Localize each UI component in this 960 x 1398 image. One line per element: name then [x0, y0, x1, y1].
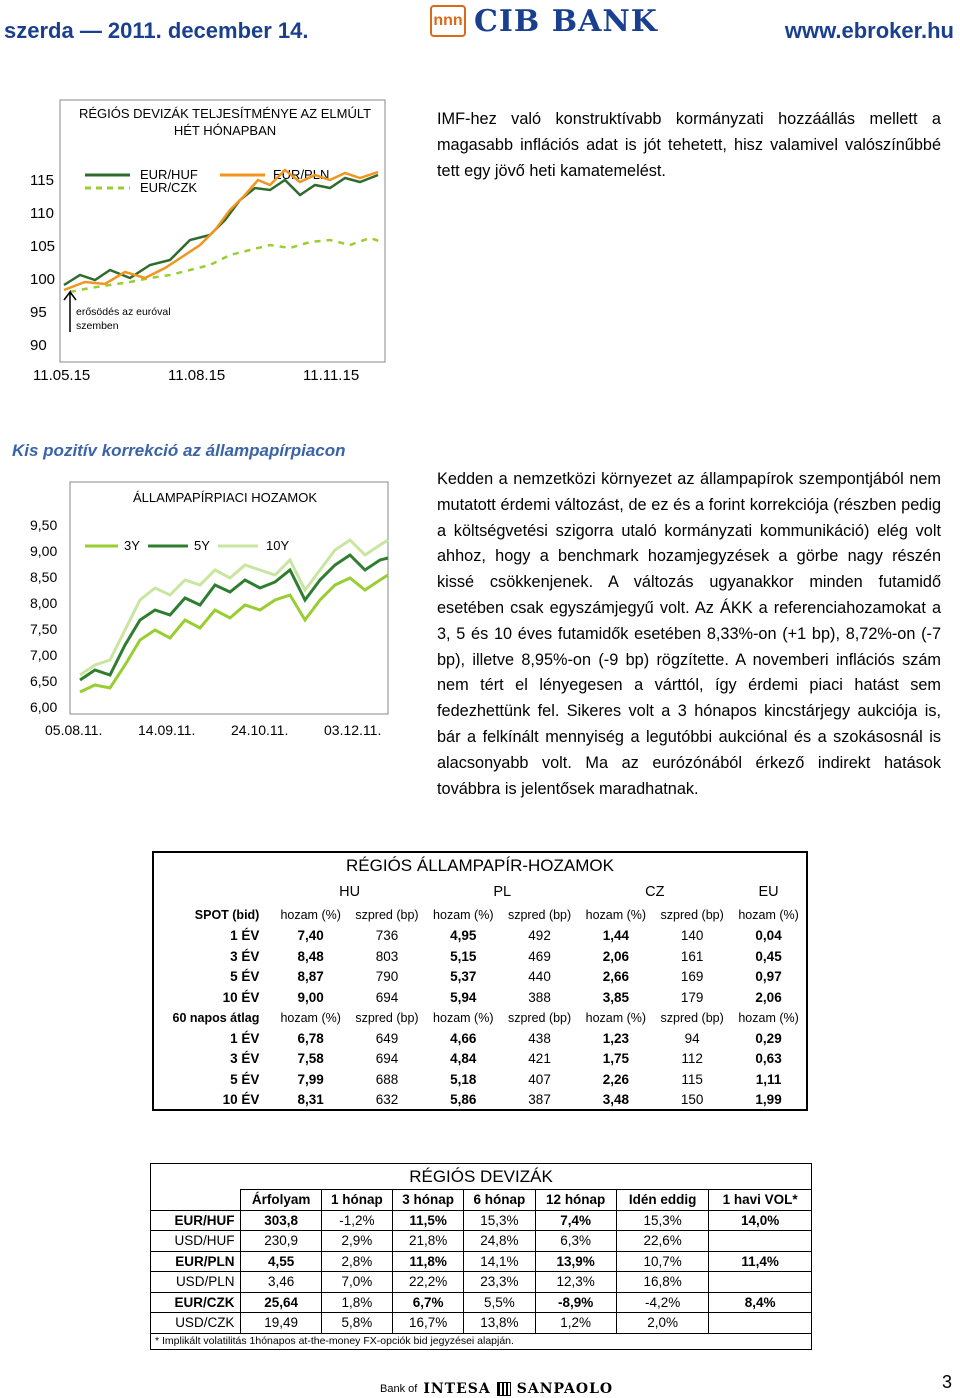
yield-cell: 2,66 [602, 969, 629, 985]
currency-cell: 8,4% [709, 1292, 812, 1313]
yield-cell: 3,85 [602, 989, 629, 1005]
yield-cell: 2,06 [602, 948, 629, 964]
yield-cell: 1,23 [602, 1030, 629, 1046]
yield-cell: 632 [375, 1091, 399, 1107]
yield-row-label: 5 ÉV [230, 1071, 260, 1087]
cib-bank-logo [430, 4, 658, 38]
yield-cell: 7,99 [297, 1071, 324, 1087]
currency-cell: 13,9% [535, 1251, 616, 1272]
yield-cell: 469 [528, 948, 551, 964]
currency-table-row [151, 1292, 812, 1313]
yield-subheader: szpred (bp) [660, 1010, 724, 1025]
yield-cell: 7,58 [297, 1051, 324, 1067]
yield-subheader: hozam (%) [585, 908, 647, 923]
country-header-cz: CZ [645, 884, 665, 900]
yield-subheader: hozam (%) [280, 908, 341, 923]
footer-sanpaolo: SANPAOLO [516, 1381, 614, 1397]
page-number: 3 [941, 1372, 952, 1392]
yield-cell: 5,18 [450, 1071, 477, 1087]
yield-cell: 4,95 [450, 928, 477, 944]
page-header [0, 0, 960, 68]
fx-y-tick-label: 95 [30, 304, 47, 321]
currency-cell: -4,2% [616, 1292, 708, 1313]
yield-cell: 179 [680, 989, 704, 1005]
regional-bond-yield-table [152, 851, 808, 1111]
yield-subheader: hozam (%) [433, 908, 494, 923]
yield-y-tick-label: 6,00 [30, 699, 58, 715]
currency-cell: 7,0% [321, 1272, 392, 1293]
yield-subheader: szpred (bp) [507, 1010, 572, 1025]
yield-cell: 649 [375, 1030, 399, 1046]
legend-10y-label: 10Y [266, 538, 290, 553]
fx-legend [85, 167, 329, 195]
yield-row-label: 3 ÉV [230, 948, 260, 964]
currency-cell: 303,8 [241, 1210, 321, 1231]
currency-cell: 13,8% [464, 1313, 535, 1334]
series-3y [80, 575, 388, 692]
currency-column-header: 1 havi VOL* [709, 1190, 812, 1211]
currency-cell: 19,49 [241, 1313, 321, 1334]
currency-cell: 12,3% [535, 1272, 616, 1293]
yield-cell: 492 [528, 928, 551, 944]
yield-table-row [153, 926, 807, 947]
yield-cell: 3,48 [602, 1091, 629, 1107]
currency-cell: 25,64 [241, 1292, 321, 1313]
legend-czk-label: EUR/CZK [140, 180, 198, 195]
currency-column-header: 3 hónap [393, 1190, 464, 1211]
yield-cell: 140 [680, 928, 704, 944]
currency-column-header: 12 hónap [535, 1190, 616, 1211]
yield-cell: 9,00 [297, 989, 324, 1005]
fx-y-tick-label: 90 [30, 337, 47, 354]
currency-cell: 6,7% [393, 1292, 464, 1313]
fx-y-tick-label: 105 [30, 238, 56, 255]
currency-table-row [151, 1251, 812, 1272]
currency-pair-label: EUR/CZK [151, 1292, 241, 1313]
yield-y-tick-label: 6,50 [30, 673, 58, 689]
yield-cell: 4,66 [450, 1030, 477, 1046]
yield-cell: 7,40 [297, 928, 324, 944]
commentary-paragraph-1: IMF-hez való konstruktívabb kormányzati hozzáállás mellett a magasabb inflációs adat is jót tehetett, hisz valamivel valószínűbbé tett egy jövő heti kamatemelést. [437, 110, 941, 180]
arrow-up-icon [64, 292, 76, 332]
currency-table-row [151, 1313, 812, 1334]
fx-chart-annotation: erősödés az euróval szemben [76, 306, 171, 332]
currency-cell: 6,3% [535, 1231, 616, 1252]
section-heading: Kis pozitív korrekció az állampapírpiacon [12, 441, 346, 460]
yield-table-corner [153, 879, 273, 905]
currency-table-row [151, 1272, 812, 1293]
yield-table-row [153, 1049, 807, 1070]
yield-cell: 94 [684, 1030, 700, 1046]
yield-cell: 5,37 [450, 969, 477, 985]
series-eur-huf [64, 175, 378, 285]
currency-cell: 3,46 [241, 1272, 321, 1293]
yield-table-row [153, 1090, 807, 1111]
yield-legend [85, 538, 289, 553]
currency-cell: 2,0% [616, 1313, 708, 1334]
yield-subheader: hozam (%) [280, 1010, 341, 1025]
yield-cell: 694 [375, 989, 399, 1005]
footer-bank-of: Bank of [380, 1383, 418, 1395]
yield-cell: 6,78 [297, 1030, 324, 1046]
yield-row-label: 3 ÉV [230, 1051, 260, 1067]
yield-cell: 0,04 [755, 928, 782, 944]
currency-cell: 16,7% [393, 1313, 464, 1334]
yield-row-label: 1 ÉV [230, 1030, 260, 1046]
yield-chart-frame [70, 482, 388, 714]
currency-cell [709, 1313, 812, 1334]
yield-x-tick-label: 14.09.11. [138, 722, 196, 738]
yield-chart-svg [0, 470, 400, 760]
currency-cell: 4,55 [241, 1251, 321, 1272]
currency-cell: 10,7% [616, 1251, 708, 1272]
yield-cell: 0,45 [755, 948, 782, 964]
currency-table-footnote: * Implikált volatilitás 1hónapos at-the-money FX-opciók bid jegyzései alapján. [151, 1333, 812, 1349]
yield-cell: 5,86 [450, 1091, 477, 1107]
yield-cell: 803 [375, 948, 399, 964]
currency-cell: 15,3% [464, 1210, 535, 1231]
header-website-link[interactable]: www.ebroker.hu [784, 18, 954, 43]
yield-table-row [153, 946, 807, 967]
cib-logo-icon: nnn [430, 5, 466, 37]
regional-currency-table [150, 1163, 812, 1350]
yield-cell: 115 [681, 1071, 703, 1087]
currency-cell: 7,4% [535, 1210, 616, 1231]
currency-cell: 11,5% [393, 1210, 464, 1231]
legend-5y-label: 5Y [194, 538, 210, 553]
yield-cell: 2,26 [602, 1071, 629, 1087]
yield-y-tick-label: 8,50 [30, 569, 58, 585]
yield-section-label: SPOT (bid) [194, 908, 260, 923]
yield-cell: 2,06 [755, 989, 782, 1005]
fx-chart-svg [0, 70, 400, 390]
currency-cell: 11,4% [709, 1251, 812, 1272]
yield-cell: 1,99 [755, 1091, 782, 1107]
yield-cell: 112 [681, 1051, 703, 1067]
yield-cell: 421 [528, 1051, 551, 1067]
yield-row-label: 10 ÉV [222, 1091, 260, 1107]
yield-x-tick-label: 05.08.11. [45, 722, 103, 738]
currency-cell: 5,8% [321, 1313, 392, 1334]
yield-cell: 0,97 [755, 969, 782, 985]
currency-column-header: Idén eddig [616, 1190, 708, 1211]
yield-table-row [153, 987, 807, 1008]
yield-cell: 150 [680, 1091, 704, 1107]
yield-table-title: RÉGIÓS ÁLLAMPAPÍR-HOZAMOK [346, 856, 614, 875]
header-date: szerda — 2011. december 14. [4, 18, 309, 43]
yield-cell: 694 [375, 1051, 399, 1067]
currency-cell: 5,5% [464, 1292, 535, 1313]
currency-pair-label: USD/CZK [151, 1313, 241, 1334]
currency-cell: -8,9% [535, 1292, 616, 1313]
yield-subheader: hozam (%) [738, 908, 799, 923]
currency-table-row [151, 1231, 812, 1252]
currency-column-header: Árfolyam [241, 1190, 321, 1211]
currency-column-header: 6 hónap [464, 1190, 535, 1211]
fx-x-tick-label: 11.08.15 [168, 367, 226, 384]
currency-cell: 21,8% [393, 1231, 464, 1252]
currency-cell: 2,8% [321, 1251, 392, 1272]
yield-table-row [153, 1028, 807, 1049]
yield-y-tick-label: 9,50 [30, 517, 58, 533]
yield-y-tick-label: 9,00 [30, 543, 58, 559]
currency-cell [709, 1272, 812, 1293]
currency-cell: 22,6% [616, 1231, 708, 1252]
legend-3y-label: 3Y [124, 538, 140, 553]
yield-cell: 736 [375, 928, 399, 944]
cib-logo-text: CIB BANK [474, 3, 658, 39]
currency-cell: 1,2% [535, 1313, 616, 1334]
yield-subheader: szpred (bp) [507, 908, 572, 923]
yield-cell: 1,75 [602, 1051, 629, 1067]
yield-chart-title: ÁLLAMPAPÍRPIACI HOZAMOK [133, 490, 317, 505]
fx-y-tick-label: 100 [30, 271, 56, 288]
fx-chart-title: RÉGIÓS DEVIZÁK TELJESÍTMÉNYE AZ ELMÚLT HÉT HÓNAPBAN [78, 106, 372, 138]
legend-pln-label: EUR/PLN [273, 167, 330, 182]
fx-y-tick-label: 110 [30, 205, 54, 222]
yield-y-tick-label: 8,00 [30, 595, 58, 611]
yield-cell: 8,48 [297, 948, 324, 964]
fx-x-tick-label: 11.11.15 [303, 367, 360, 384]
yield-cell: 5,94 [450, 989, 477, 1005]
currency-cell: 14,1% [464, 1251, 535, 1272]
yield-cell: 161 [680, 948, 704, 964]
yield-subheader: hozam (%) [585, 1010, 647, 1025]
yield-row-label: 1 ÉV [230, 928, 260, 944]
yield-cell: 440 [528, 969, 551, 985]
yield-cell: 1,11 [755, 1071, 782, 1087]
currency-cell: 230,9 [241, 1231, 321, 1252]
currency-cell: 16,8% [616, 1272, 708, 1293]
commentary-paragraph-2: Kedden a nemzetközi környezet az állampapírok szempontjából nem mutatott érdemi változást, de ez és a forint korrekciója (részben pedig a költségvetési szigorra utaló kormányzati kommunikáció) elég volt ahhoz, hogy a benchmark hozamjegyzések a görbe nagy részén kissé csökkenjenek. A változás ugyanakkor minden futamidő esetében csak egyszámjegyű volt. Az ÁKK a referenciahozamokat a 3, 5 és 10 éves futamidők esetében 8,33%-on (+1 bp), 8,72%-on (-7 bp), illetve 8,95%-on (-9 bp) rögzítette. A novemberi inflációs szám nem tért el lényegesen a várttól, így érdemi piaci hatást sem fedezhettünk fel. Sikeres volt a 3 hónapos kincstárjegy aukciója is, bár a felkínált mennyiség a legutóbbi aukciónal és a szokásosnál is alacsonyabb volt. Ma az eurózónából érkező indirekt hatások továbbra is jelentősek maradhatnak. [437, 470, 941, 798]
country-header-hu: HU [339, 884, 361, 900]
yield-cell: 169 [680, 969, 704, 985]
yield-cell: 8,31 [297, 1091, 324, 1107]
series-eur-czk [70, 238, 382, 292]
yield-y-tick-label: 7,00 [30, 647, 58, 663]
currency-cell: 24,8% [464, 1231, 535, 1252]
legend-huf-label: EUR/HUF [140, 167, 198, 182]
yield-cell: 790 [375, 969, 399, 985]
yield-cell: 407 [528, 1071, 551, 1087]
currency-column-header: 1 hónap [321, 1190, 392, 1211]
currency-cell: 2,9% [321, 1231, 392, 1252]
fx-y-tick-label: 115 [30, 172, 54, 189]
yield-subheader: hozam (%) [433, 1010, 494, 1025]
yield-cell: 5,15 [450, 948, 477, 964]
yield-table-row [153, 967, 807, 988]
yield-row-label: 10 ÉV [222, 989, 260, 1005]
yield-subheader: szpred (bp) [355, 1010, 419, 1025]
yield-cell: 0,63 [755, 1051, 782, 1067]
yield-section-label: 60 napos átlag [172, 1010, 260, 1025]
currency-table-title: RÉGIÓS DEVIZÁK [409, 1166, 553, 1186]
currency-cell: 15,3% [616, 1210, 708, 1231]
footer-logo [380, 1381, 613, 1397]
yield-cell: 438 [528, 1030, 551, 1046]
country-header-pl: PL [493, 884, 512, 900]
yield-subheader: szpred (bp) [355, 908, 419, 923]
country-header-eu: EU [758, 884, 779, 900]
currency-cell [709, 1231, 812, 1252]
currency-pair-label: USD/PLN [151, 1272, 241, 1293]
sanpaolo-icon [497, 1382, 511, 1396]
yield-subheader: szpred (bp) [660, 908, 724, 923]
currency-cell: 14,0% [709, 1210, 812, 1231]
currency-cell: 11,8% [393, 1251, 464, 1272]
yield-y-tick-label: 7,50 [30, 621, 58, 637]
yield-cell: 8,87 [297, 969, 324, 985]
currency-pair-label: EUR/HUF [151, 1210, 241, 1231]
currency-table-row [151, 1210, 812, 1231]
fx-x-tick-label: 11.05.15 [33, 367, 91, 384]
yield-subheader: hozam (%) [738, 1010, 799, 1025]
currency-cell: 23,3% [464, 1272, 535, 1293]
currency-cell: 22,2% [393, 1272, 464, 1293]
yield-table-row [153, 1069, 807, 1090]
yield-cell: 1,44 [602, 928, 629, 944]
currency-cell: -1,2% [321, 1210, 392, 1231]
footer-intesa: INTESA [423, 1381, 491, 1397]
yield-x-tick-label: 24.10.11. [231, 722, 289, 738]
yield-cell: 388 [528, 989, 551, 1005]
yield-row-label: 5 ÉV [230, 969, 260, 985]
yield-cell: 4,84 [450, 1051, 477, 1067]
yield-x-tick-label: 03.12.11. [324, 722, 382, 738]
currency-pair-label: EUR/PLN [151, 1251, 241, 1272]
currency-table-corner [151, 1190, 241, 1211]
yield-cell: 387 [528, 1091, 551, 1107]
currency-pair-label: USD/HUF [151, 1231, 241, 1252]
yield-cell: 688 [375, 1071, 399, 1087]
yield-cell: 0,29 [755, 1030, 782, 1046]
currency-cell: 1,8% [321, 1292, 392, 1313]
